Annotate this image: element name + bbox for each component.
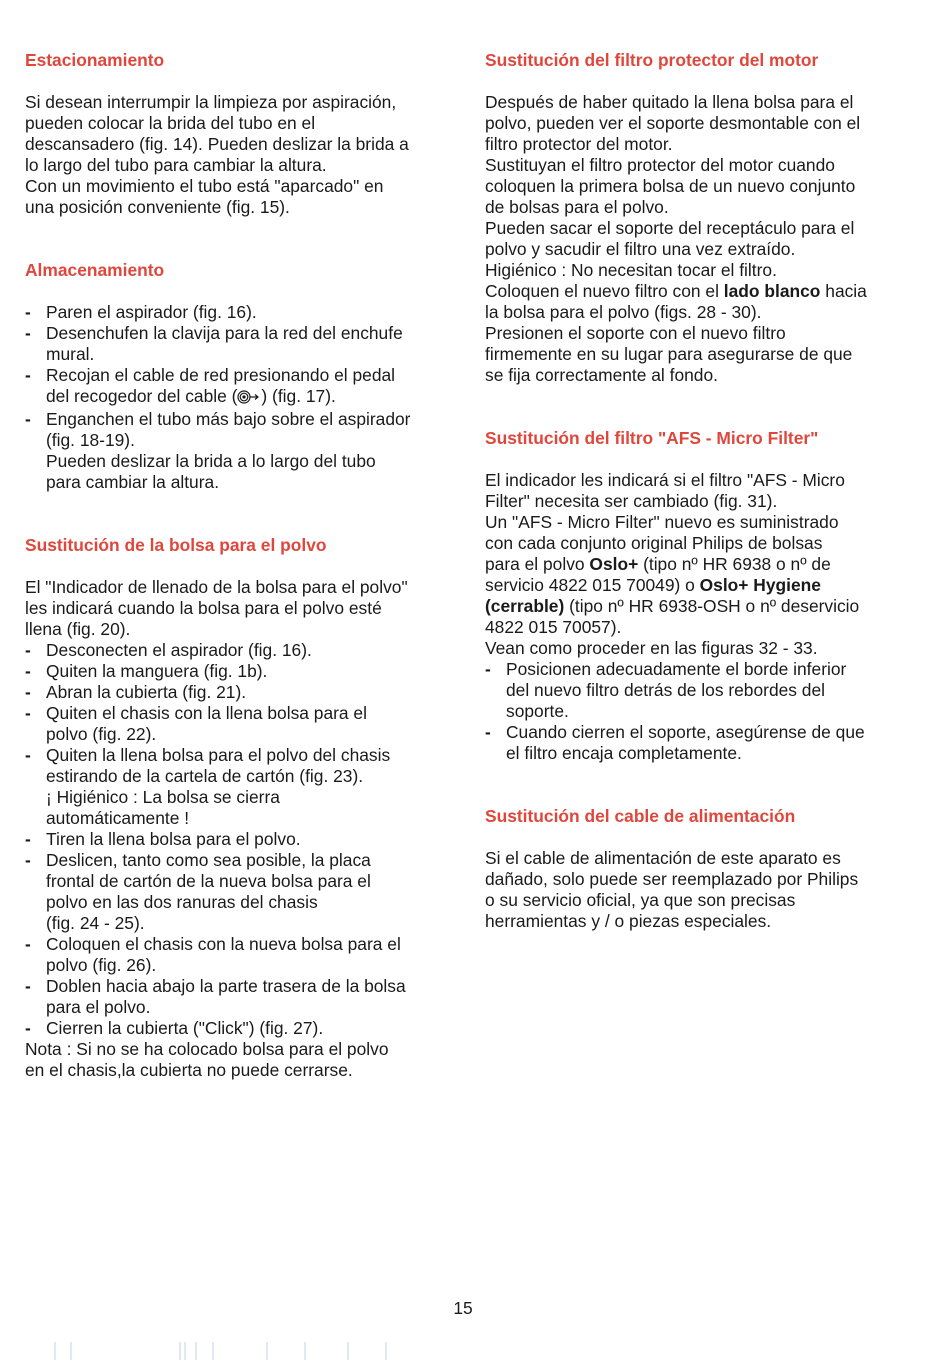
list-item (25, 829, 450, 850)
afs-text (485, 470, 915, 659)
text-line: en el chasis,la cubierta no puede cerrarse. (25, 1060, 353, 1080)
bold-text: Oslo+ (589, 554, 639, 574)
text-line: Si desean interrumpir la limpieza por aspiración, (25, 92, 397, 112)
list-item (25, 682, 450, 703)
text-line-mixed (485, 575, 915, 596)
text-line: Pueden deslizar la brida a lo largo del tubo (46, 451, 376, 471)
text-line: Quiten la llena bolsa para el polvo del chasis (46, 745, 391, 765)
storage-list (25, 302, 450, 493)
text-line: herramientas y / o piezas especiales. (485, 911, 772, 931)
text-line: para el polvo. (46, 997, 151, 1017)
scan-trim-marks (0, 1338, 950, 1362)
list-item (25, 850, 450, 934)
dustbag-list (25, 640, 450, 1039)
text-line: estirando de la cartela de cartón (fig. 23). (46, 766, 364, 786)
text-line: Tiren la llena bolsa para el polvo. (46, 829, 301, 849)
list-dash: - (25, 829, 31, 849)
section-title-dustbag: Sustitución de la bolsa para el polvo (25, 535, 327, 555)
text-line: llena (fig. 20). (25, 619, 131, 639)
list-dash: - (485, 659, 491, 679)
text-line: o su servicio oficial, ya que son precisas (485, 890, 796, 910)
motor-filter-text (485, 92, 915, 386)
text-line: Sustituyan el filtro protector del motor cuando (485, 155, 835, 175)
list-item (25, 640, 450, 661)
right-column (485, 50, 915, 932)
list-item (485, 659, 915, 722)
text-line: Desconecten el aspirador (fig. 16). (46, 640, 312, 660)
text-line: automáticamente ! (46, 808, 190, 828)
list-dash: - (25, 850, 31, 870)
text-line: soporte. (506, 701, 569, 721)
text-line: Vean como proceder en las figuras 32 - 33. (485, 638, 818, 658)
list-dash: - (25, 661, 31, 681)
text-fragment: Coloquen el nuevo filtro con el (485, 281, 724, 301)
text-line: El indicador les indicará si el filtro "AFS - Micro (485, 470, 845, 490)
text-line: (fig. 24 - 25). (46, 913, 145, 933)
list-item (25, 703, 450, 745)
text-fragment: ) (fig. 17). (261, 386, 336, 406)
text-line: del nuevo filtro detrás de los rebordes del (506, 680, 826, 700)
bold-text: Oslo+ Hygiene (699, 575, 821, 595)
text-line: El "Indicador de llenado de la bolsa para el polvo" (25, 577, 408, 597)
parking-text (25, 92, 450, 218)
text-line: Filter" necesita ser cambiado (fig. 31). (485, 491, 778, 511)
section-title-parking: Estacionamiento (25, 50, 165, 70)
list-dash: - (25, 976, 31, 996)
text-fragment: hacia (820, 281, 867, 301)
text-line: una posición conveniente (fig. 15). (25, 197, 290, 217)
list-dash: - (25, 682, 31, 702)
text-line: descansadero (fig. 14). Pueden deslizar la brida a (25, 134, 409, 154)
text-line: (fig. 18-19). (46, 430, 135, 450)
text-line: Recojan el cable de red presionando el pedal (46, 365, 396, 385)
text-line: la bolsa para el polvo (figs. 28 - 30). (485, 302, 762, 322)
text-line: Desenchufen la clavija para la red del enchufe (46, 323, 403, 343)
text-line: polvo (fig. 22). (46, 724, 157, 744)
text-line: polvo (fig. 26). (46, 955, 157, 975)
list-item (25, 661, 450, 682)
cable-text (485, 848, 915, 932)
text-fragment: para el polvo (485, 554, 590, 574)
text-line: el filtro encaja completamente. (506, 743, 742, 763)
bold-text: (cerrable) (485, 596, 565, 616)
text-line: Quiten el chasis con la llena bolsa para el (46, 703, 367, 723)
text-fragment: servicio 4822 015 70049) o (485, 575, 700, 595)
list-dash: - (25, 365, 31, 385)
text-line: lo largo del tubo para cambiar la altura. (25, 155, 327, 175)
list-item (485, 722, 915, 764)
text-line: se fija correctamente al fondo. (485, 365, 718, 385)
text-line: les indicará cuando la bolsa para el polvo esté (25, 598, 382, 618)
list-dash: - (25, 745, 31, 765)
list-dash: - (25, 640, 31, 660)
text-line: Coloquen el chasis con la nueva bolsa para el (46, 934, 401, 954)
text-line: para cambiar la altura. (46, 472, 220, 492)
list-dash: - (25, 409, 31, 429)
list-item (25, 976, 450, 1018)
text-line: firmemente en su lugar para asegurarse de que (485, 344, 853, 364)
text-line: Si el cable de alimentación de este aparato es (485, 848, 841, 868)
text-line: Deslicen, tanto como sea posible, la placa (46, 850, 371, 870)
text-line: Un "AFS - Micro Filter" nuevo es suministrado (485, 512, 839, 532)
text-line: Posicionen adecuadamente el borde inferior (506, 659, 847, 679)
text-line: con cada conjunto original Philips de bolsas (485, 533, 823, 553)
list-item (25, 302, 450, 323)
section-title-cable: Sustitución del cable de alimentación (485, 806, 796, 826)
text-line: Doblen hacia abajo la parte trasera de la bolsa (46, 976, 406, 996)
bold-text: lado blanco (723, 281, 821, 301)
list-item (25, 745, 450, 829)
text-fragment: del recogedor del cable ( (46, 386, 238, 406)
text-line: Abran la cubierta (fig. 21). (46, 682, 247, 702)
text-line: polvo y sacudir el filtro una vez extraído. (485, 239, 796, 259)
text-line-with-icon (46, 386, 450, 409)
section-title-afs-filter: Sustitución del filtro "AFS - Micro Filter" (485, 428, 819, 448)
text-line-mixed (485, 554, 915, 575)
text-line: Pueden sacar el soporte del receptáculo para el (485, 218, 855, 238)
text-line-mixed (485, 281, 915, 302)
list-item (25, 934, 450, 976)
text-line: Cuando cierren el soporte, asegúrense de que (506, 722, 865, 742)
dustbag-intro (25, 577, 450, 640)
list-item (25, 365, 450, 409)
text-line: pueden colocar la brida del tubo en el (25, 113, 316, 133)
text-line: polvo, pueden ver el soporte desmontable con el (485, 113, 861, 133)
list-dash: - (485, 722, 491, 742)
text-line: Higiénico : No necesitan tocar el filtro. (485, 260, 777, 280)
list-dash: - (25, 323, 31, 343)
text-line: Cierren la cubierta ("Click") (fig. 27). (46, 1018, 324, 1038)
list-item (25, 323, 450, 365)
text-fragment: (tipo nº HR 6938-OSH o nº deservicio (564, 596, 860, 616)
list-item (25, 1018, 450, 1039)
text-line: Enganchen el tubo más bajo sobre el aspirador (46, 409, 411, 429)
text-line: Paren el aspirador (fig. 16). (46, 302, 257, 322)
text-line: coloquen la primera bolsa de un nuevo conjunto (485, 176, 856, 196)
text-line: Después de haber quitado la llena bolsa para el (485, 92, 854, 112)
text-line: mural. (46, 344, 95, 364)
list-dash: - (25, 934, 31, 954)
section-title-storage: Almacenamiento (25, 260, 165, 280)
text-line: Quiten la manguera (fig. 1b). (46, 661, 268, 681)
text-line: Con un movimiento el tubo está "aparcado" en (25, 176, 384, 196)
list-item (25, 409, 450, 493)
dustbag-note (25, 1039, 450, 1081)
list-dash: - (25, 1018, 31, 1038)
text-line-mixed (485, 596, 915, 617)
page-number: 15 (453, 1298, 473, 1318)
afs-list (485, 659, 915, 764)
list-dash: - (25, 302, 31, 322)
text-line: ¡ Higiénico : La bolsa se cierra (46, 787, 280, 807)
text-line: 4822 015 70057). (485, 617, 622, 637)
text-line: Nota : Si no se ha colocado bolsa para el polvo (25, 1039, 389, 1059)
text-line: dañado, solo puede ser reemplazado por Philips (485, 869, 859, 889)
text-line: polvo en las dos ranuras del chasis (46, 892, 318, 912)
list-dash: - (25, 703, 31, 723)
left-column (25, 50, 450, 1081)
cord-rewind-icon (237, 388, 261, 409)
text-line: frontal de cartón de la nueva bolsa para el (46, 871, 371, 891)
text-fragment: (tipo nº HR 6938 o nº de (638, 554, 831, 574)
text-line: Presionen el soporte con el nuevo filtro (485, 323, 786, 343)
text-line: de bolsas para el polvo. (485, 197, 669, 217)
section-title-motor-filter: Sustitución del filtro protector del motor (485, 50, 819, 70)
text-line: filtro protector del motor. (485, 134, 673, 154)
